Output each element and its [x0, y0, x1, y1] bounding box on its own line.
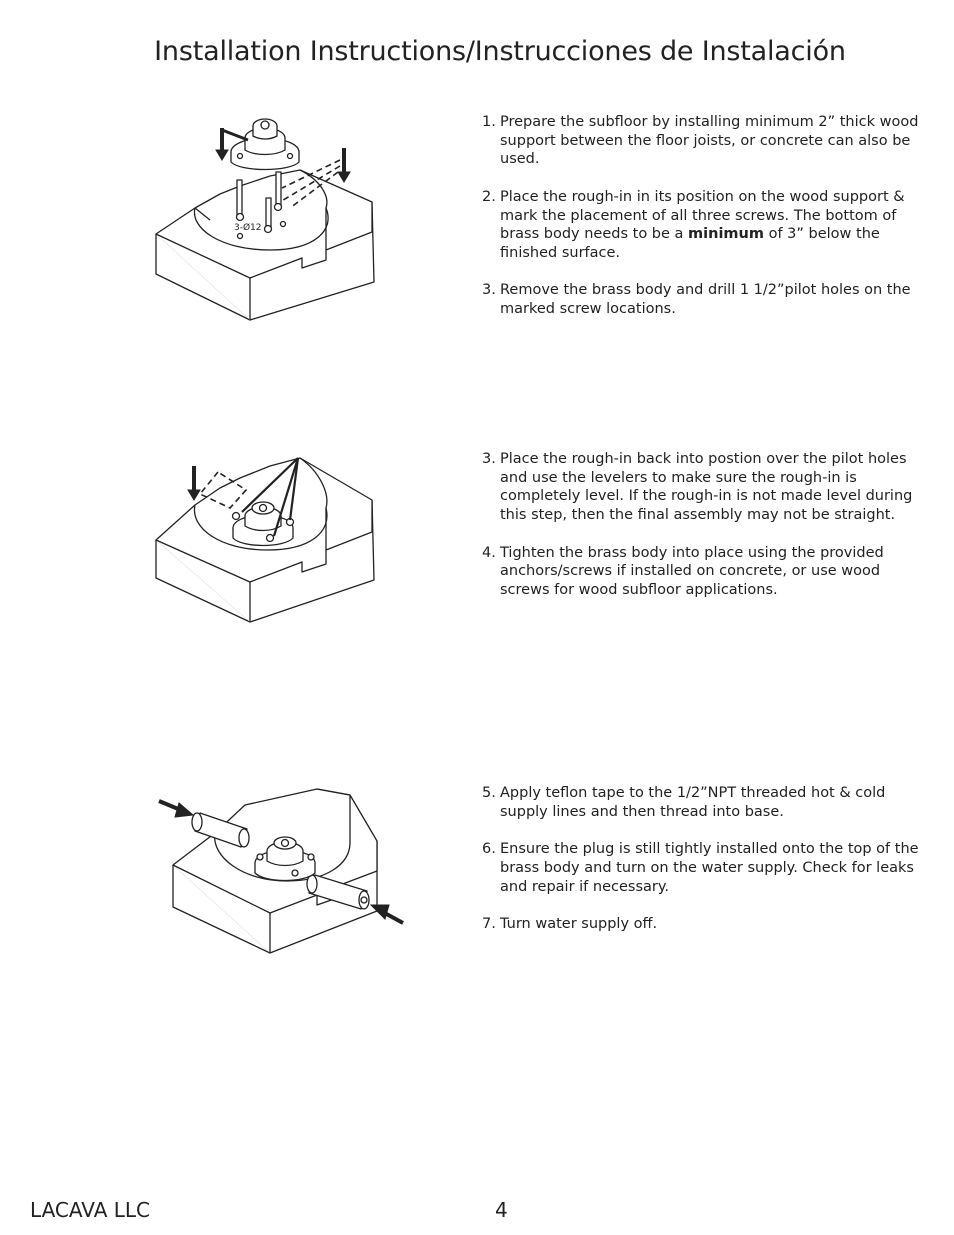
step-number: 5.	[482, 785, 496, 801]
figure-supply-lines	[155, 785, 410, 960]
page-number: 4	[495, 1198, 508, 1222]
step-2	[482, 188, 932, 263]
steps-section-1	[482, 113, 932, 337]
step-text: Turn water supply off.	[500, 915, 658, 932]
step-text: Ensure the plug is still tightly installed onto the top of the brass body and turn on the water supply. Check for leaks and repair if necessary.	[500, 841, 919, 895]
step-number: 1.	[482, 114, 496, 130]
step-text: Remove the brass body and drill 1 1/2”pilot holes on the marked screw locations.	[500, 282, 911, 317]
hole-size-label: 3-Ø12	[234, 223, 262, 233]
step-3b	[482, 450, 932, 525]
step-text	[500, 188, 932, 263]
figure-subfloor-marking	[150, 110, 385, 325]
step-5	[482, 784, 932, 821]
step-number: 3.	[482, 451, 496, 467]
step-text: Place the rough-in back into postion over the pilot holes and use the levelers to make sure the rough-in is completely level. If the rough-in is not made level during this step, then the final assembly may not be straight.	[500, 451, 913, 524]
step-1	[482, 113, 932, 169]
step-6	[482, 840, 932, 896]
step-number: 4.	[482, 544, 496, 561]
step-text: Apply teflon tape to the 1/2”NPT threaded hot & cold supply lines and then thread into base.	[500, 785, 886, 820]
company-name: LACAVA LLC	[30, 1198, 150, 1222]
step-text: Tighten the brass body into place using the provided anchors/screws if installed on concrete, or use wood screws for wood subfloor applications.	[500, 544, 884, 598]
steps-section-2	[482, 450, 932, 618]
step-7	[482, 915, 932, 934]
step-number: 7.	[482, 915, 496, 932]
step-number: 2.	[482, 188, 496, 205]
step-4	[482, 544, 932, 600]
step-3	[482, 281, 932, 318]
step-number: 3.	[482, 282, 496, 299]
step-text-part: Place the rough-in in its position on the wood support & mark the placement of all three screws. The bottom of brass body needs to be a	[500, 188, 905, 243]
figure-leveling	[150, 450, 385, 630]
page-title: Installation Instructions/Instrucciones de Instalación	[154, 36, 846, 67]
step-text-part: of 3” below the finished surface.	[500, 226, 880, 261]
step-number: 6.	[482, 841, 496, 858]
step-text-bold: minimum	[688, 226, 764, 243]
step-text: Prepare the subfloor by installing minimum 2” thick wood support between the floor joists, or concrete can also be used.	[500, 114, 919, 168]
steps-section-3	[482, 784, 932, 952]
